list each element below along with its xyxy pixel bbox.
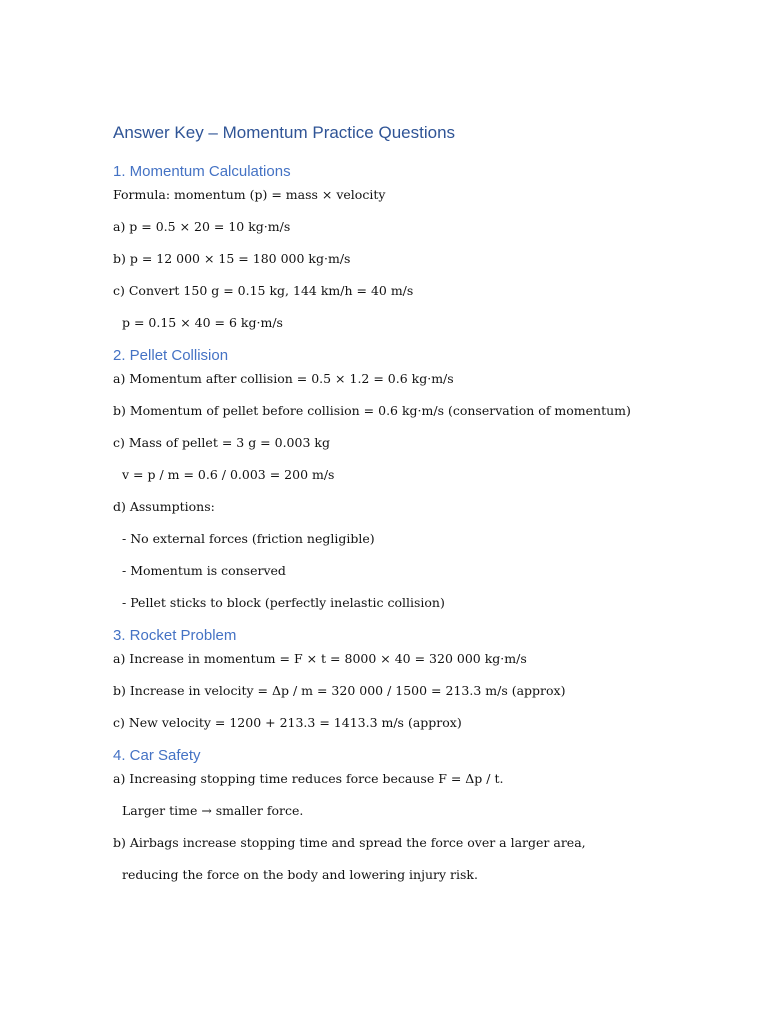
answer-line: a) Momentum after collision = 0.5 × 1.2 = 0.6 kg·m/s (113, 371, 454, 386)
answer-line: a) Increasing stopping time reduces force because F = Δp / t. (113, 771, 504, 786)
answer-line: a) Increase in momentum = F × t = 8000 × 40 = 320 000 kg·m/s (113, 651, 527, 666)
answer-line: c) New velocity = 1200 + 213.3 = 1413.3 m/s (approx) (113, 715, 462, 730)
answer-line: b) Increase in velocity = Δp / m = 320 000 / 1500 = 213.3 m/s (approx) (113, 683, 566, 698)
answer-line: c) Convert 150 g = 0.15 kg, 144 km/h = 40 m/s (113, 283, 414, 298)
answer-continuation-line: reducing the force on the body and lowering injury risk. (122, 867, 478, 882)
answer-line: a) p = 0.5 × 20 = 10 kg·m/s (113, 219, 291, 234)
answer-line: c) Mass of pellet = 3 g = 0.003 kg (113, 435, 330, 450)
answer-line: b) p = 12 000 × 15 = 180 000 kg·m/s (113, 251, 351, 266)
section-heading-pellet-collision: 2. Pellet Collision (113, 347, 229, 364)
answer-continuation-line: Larger time → smaller force. (122, 803, 304, 818)
document-title: Answer Key – Momentum Practice Questions (113, 123, 456, 142)
section-heading-momentum-calculations: 1. Momentum Calculations (113, 163, 291, 180)
section-heading-rocket-problem: 3. Rocket Problem (113, 627, 237, 644)
answer-line: b) Momentum of pellet before collision = 0.6 kg·m/s (conservation of momentum) (113, 403, 631, 418)
answer-continuation-line: v = p / m = 0.6 / 0.003 = 200 m/s (122, 467, 335, 482)
assumption-item: - Pellet sticks to block (perfectly inelastic collision) (122, 595, 445, 610)
section-heading-car-safety: 4. Car Safety (113, 747, 201, 764)
formula-line: Formula: momentum (p) = mass × velocity (113, 187, 386, 202)
assumption-item: - No external forces (friction negligible) (122, 531, 375, 546)
answer-line: d) Assumptions: (113, 499, 215, 514)
answer-continuation-line: p = 0.15 × 40 = 6 kg·m/s (122, 315, 283, 330)
answer-line: b) Airbags increase stopping time and spread the force over a larger area, (113, 835, 586, 850)
assumption-item: - Momentum is conserved (122, 563, 286, 578)
